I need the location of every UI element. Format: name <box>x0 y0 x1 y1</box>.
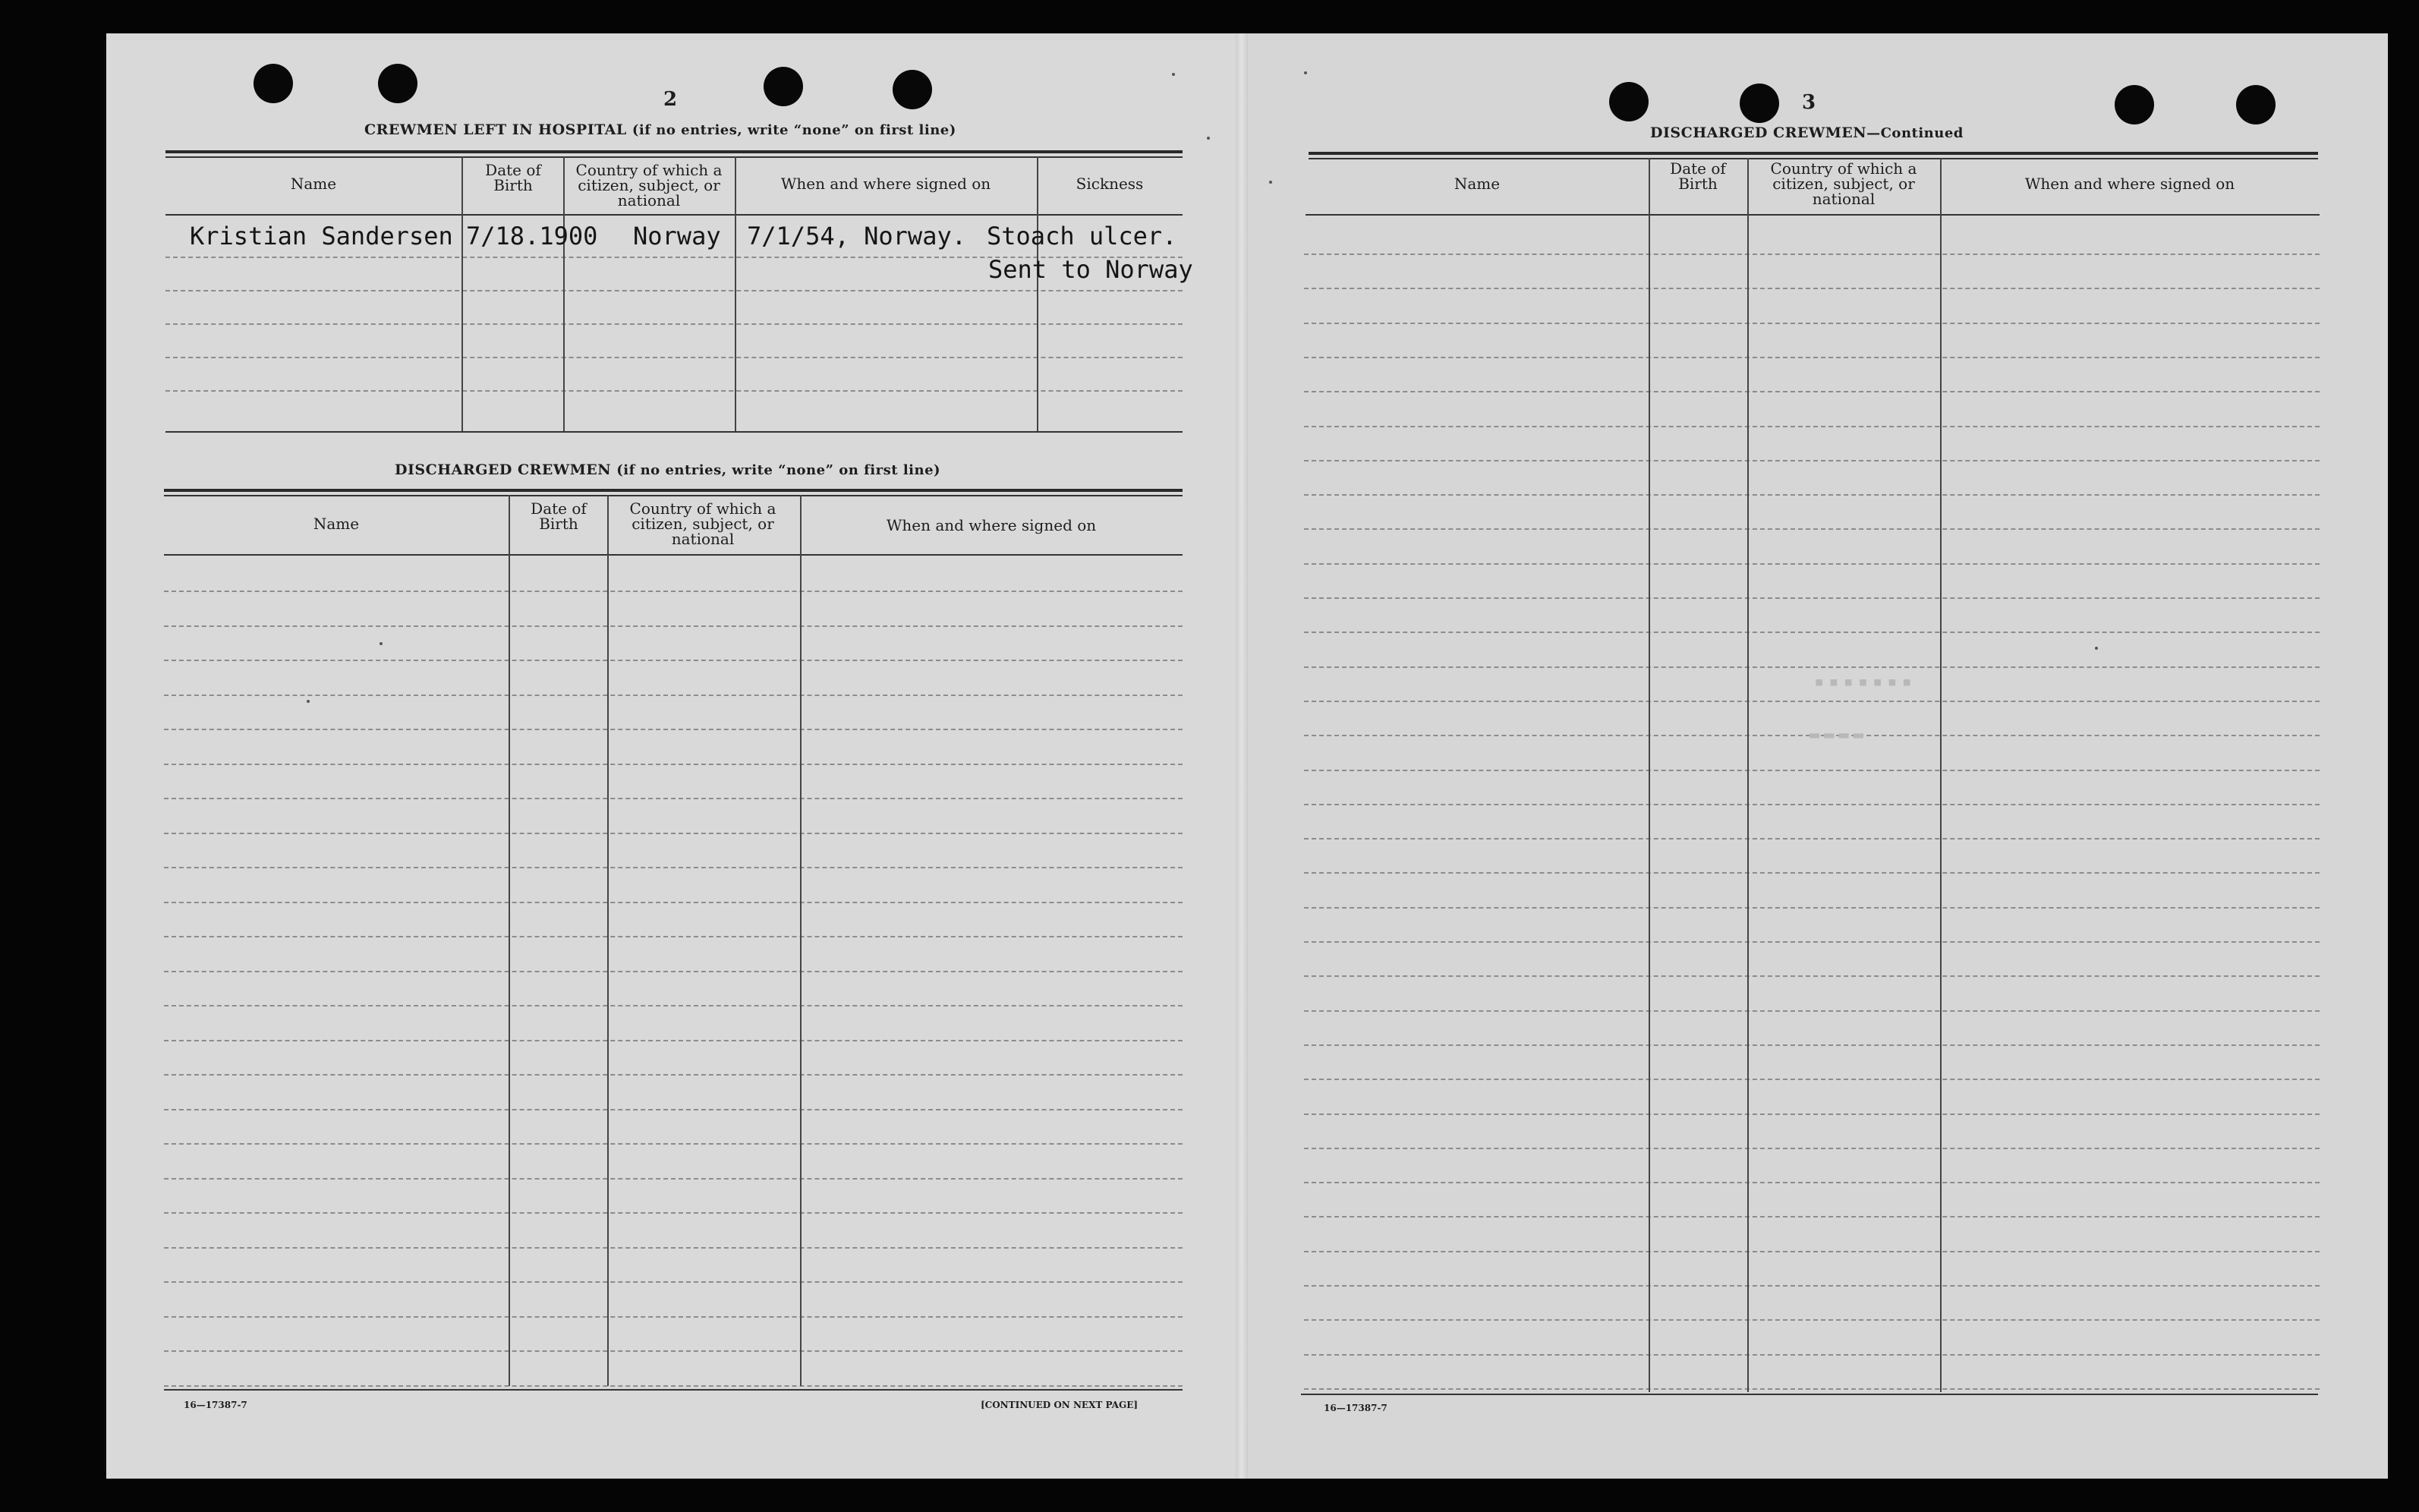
column-header-country: Country of which a citizen, subject, or national <box>1770 159 1917 208</box>
row-rule <box>165 390 1183 392</box>
punch-hole <box>1609 82 1649 121</box>
row-rule <box>164 833 1183 834</box>
row-rule <box>164 660 1183 661</box>
header-bottom-rule <box>1306 214 2320 216</box>
row-rule <box>1304 1388 2320 1390</box>
speck <box>1304 71 1307 74</box>
column-header-dob: Date of Birth <box>485 161 541 194</box>
row-rule <box>1304 632 2320 633</box>
column-header-dob: Date of Birth <box>1670 159 1726 193</box>
column-rule <box>800 495 802 1386</box>
column-header-signed: When and where signed on <box>780 175 991 193</box>
column-rule <box>1940 158 1942 1392</box>
section-note: (if no entries, write “none” on first line) <box>616 462 941 478</box>
row-rule <box>164 1040 1183 1041</box>
row-rule <box>1304 1319 2320 1321</box>
row-rule <box>1304 494 2320 496</box>
row-rule <box>165 357 1183 358</box>
row-rule <box>164 695 1183 696</box>
speck <box>1172 73 1175 76</box>
row-rule <box>1304 872 2320 874</box>
row-rule <box>164 1316 1183 1318</box>
row-rule <box>1304 597 2320 599</box>
table-top-rule <box>165 150 1183 153</box>
row-rule <box>1304 288 2320 289</box>
punch-hole <box>2236 85 2276 124</box>
row-rule <box>165 290 1183 291</box>
row-rule <box>164 1247 1183 1249</box>
punch-hole <box>2115 85 2154 124</box>
row-rule <box>164 1212 1183 1214</box>
row-rule <box>1304 701 2320 702</box>
column-rule <box>735 156 736 431</box>
row-rule <box>164 798 1183 799</box>
speck <box>1269 181 1272 184</box>
row-rule <box>1304 1354 2320 1356</box>
table-bottom-rule <box>164 1389 1183 1391</box>
entry-name: Kristian Sandersen <box>190 222 453 250</box>
speck <box>2095 647 2098 650</box>
speck <box>380 642 383 645</box>
row-rule <box>1304 804 2320 805</box>
entry-signed: 7/1/54, Norway. <box>747 222 966 250</box>
row-rule <box>1304 1079 2320 1080</box>
faint-stamp-mark: ▪▪▪▪▪▪▪ <box>1814 673 1917 691</box>
row-rule <box>1304 1216 2320 1217</box>
row-rule <box>1304 528 2320 530</box>
form-number: 16—17387-7 <box>1324 1403 1387 1413</box>
column-header-country: Country of which a citizen, subject, or national <box>575 161 723 209</box>
row-rule <box>164 1281 1183 1283</box>
row-rule <box>1304 941 2320 943</box>
table-top-rule <box>165 156 1183 158</box>
row-rule <box>1304 357 2320 358</box>
entry-sickness-continued: Sent to Norway <box>988 255 1193 284</box>
table-bottom-rule <box>165 431 1183 433</box>
column-rule <box>1037 156 1038 431</box>
row-rule <box>164 1385 1183 1387</box>
row-rule <box>164 902 1183 903</box>
form-number: 16—17387-7 <box>184 1400 247 1410</box>
row-rule <box>1304 391 2320 392</box>
row-rule <box>164 1178 1183 1180</box>
row-rule <box>164 1109 1183 1110</box>
column-header-signed: When and where signed on <box>886 516 1097 534</box>
row-rule <box>1304 1044 2320 1046</box>
entry-sickness: Stoach ulcer. <box>987 222 1177 250</box>
speck <box>1207 137 1210 140</box>
page-number: 3 <box>1802 91 1816 114</box>
faint-stamp-mark: ▬▬▬▬ <box>1810 726 1868 745</box>
punch-hole <box>893 70 932 109</box>
row-rule <box>1304 975 2320 977</box>
header-bottom-rule <box>165 214 1183 216</box>
column-rule <box>1747 158 1749 1392</box>
section-note: (if no entries, write “none” on first line) <box>632 122 956 138</box>
header-bottom-rule <box>164 554 1183 556</box>
section-title-text: CREWMEN LEFT IN HOSPITAL <box>364 121 627 138</box>
table-top-rule <box>164 489 1183 492</box>
row-rule <box>1304 907 2320 909</box>
column-rule <box>1649 158 1650 1392</box>
row-rule <box>164 1074 1183 1076</box>
row-rule <box>164 591 1183 592</box>
column-header-sickness: Sickness <box>1076 175 1144 193</box>
section-title-text: DISCHARGED CREWMEN <box>1650 124 1867 141</box>
row-rule <box>1304 1148 2320 1149</box>
column-header-name: Name <box>290 175 337 193</box>
right-page <box>1242 33 2388 1479</box>
row-rule <box>1304 460 2320 461</box>
column-rule <box>563 156 565 431</box>
column-header-signed: When and where signed on <box>2024 175 2235 193</box>
section-title-text: DISCHARGED CREWMEN <box>395 461 612 478</box>
column-rule <box>509 495 510 1386</box>
row-rule <box>164 936 1183 937</box>
continued-note: [CONTINUED ON NEXT PAGE] <box>981 1400 1139 1410</box>
row-rule <box>164 764 1183 765</box>
punch-hole <box>378 64 417 103</box>
row-rule <box>164 971 1183 972</box>
section-title-discharged <box>395 461 940 478</box>
row-rule <box>1304 1010 2320 1012</box>
row-rule <box>1304 1285 2320 1287</box>
row-rule <box>1304 426 2320 427</box>
section-title-hospital <box>364 121 956 138</box>
column-header-country: Country of which a citizen, subject, or national <box>629 499 776 548</box>
column-header-name: Name <box>313 515 360 533</box>
row-rule <box>164 867 1183 868</box>
row-rule <box>1304 1251 2320 1252</box>
row-rule <box>1304 254 2320 255</box>
row-rule <box>1304 1182 2320 1183</box>
row-rule <box>1304 563 2320 565</box>
punch-hole <box>254 64 293 103</box>
row-rule <box>1304 770 2320 771</box>
row-rule <box>164 729 1183 730</box>
punch-hole <box>764 67 803 106</box>
row-rule <box>164 625 1183 627</box>
row-rule <box>1304 666 2320 668</box>
speck <box>307 700 310 703</box>
column-header-dob: Date of Birth <box>531 499 587 533</box>
row-rule <box>1304 838 2320 839</box>
row-rule <box>1304 1114 2320 1115</box>
row-rule <box>1304 323 2320 324</box>
row-rule <box>165 323 1183 325</box>
punch-hole <box>1740 83 1779 123</box>
row-rule <box>164 1350 1183 1352</box>
column-rule <box>607 495 609 1386</box>
page-number: 2 <box>663 88 678 111</box>
section-title-suffix: —Continued <box>1866 125 1964 141</box>
row-rule <box>164 1005 1183 1006</box>
section-title-discharged-continued <box>1650 124 1964 141</box>
table-top-rule <box>164 495 1183 496</box>
table-bottom-rule <box>1301 1394 2318 1395</box>
table-top-rule <box>1309 152 2318 155</box>
column-rule <box>461 156 463 431</box>
column-header-name: Name <box>1454 175 1501 193</box>
entry-dob: 7/18.1900 <box>466 222 598 250</box>
entry-country: Norway <box>633 222 721 250</box>
row-rule <box>164 1143 1183 1145</box>
page-fold <box>1236 33 1248 1479</box>
